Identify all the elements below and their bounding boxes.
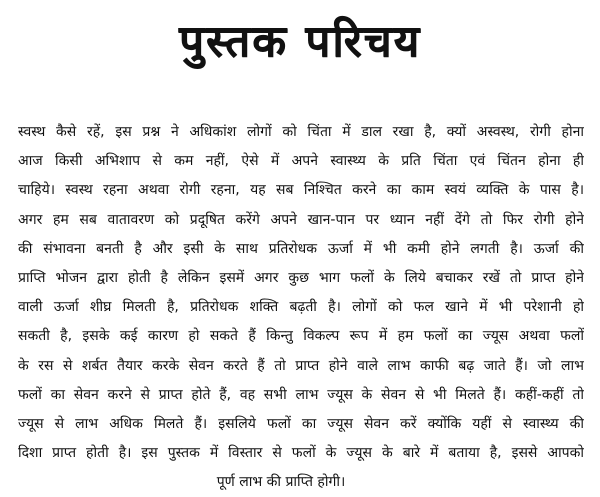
- paragraph-line: अगर हम सब वातावरण को प्रदूषित करेंगे अपने खान-पान पर ध्यान नहीं देंगे तो फिर रोगी होने: [18, 211, 584, 228]
- paragraph-line: आज किसी अभिशाप से कम नहीं, ऐसे में अपने स्वास्थ्य के प्रति चिंता एवं चिंतन होना ही: [18, 153, 584, 170]
- paragraph-line: स्वस्थ कैसे रहें, इस प्रश्न ने अधिकांश लोगों को चिंता में डाल रखा है, क्यों अस्वस्थ, रोगी होना: [18, 124, 584, 140]
- paragraph-line: दिशा प्राप्त होती है। इस पुस्तक में विस्तार से फलों के ज्यूस के बारे में बताया है, इससे आपको: [18, 445, 584, 462]
- paragraph-line: के रस से शर्बत तैयार करके सेवन करते हैं तो प्राप्त होने वाले लाभ काफी बढ़ जाते हैं। जो लाभ: [18, 357, 584, 374]
- paragraph-line: सकती है, इसके कई कारण हो सकते हैं किन्तु विकल्प रूप में हम फलों का ज्यूस अथवा फलों: [18, 328, 584, 345]
- paragraph-line: चाहिये। स्वस्थ रहना अथवा रोगी रहना, यह सब निश्चित करने का काम स्वयं व्यक्ति के पास है।: [18, 182, 584, 199]
- page-title: पुस्तक परिचय: [178, 16, 422, 67]
- paragraph-line: ज्यूस से लाभ अधिक मिलते हैं। इसलिये फलों का ज्यूस सेवन करें क्योंकि यहीं से स्वास्थ्य की: [18, 415, 584, 432]
- paragraph-line: की संभावना बनती है और इसी के साथ प्रतिरोधक ऊर्जा में भी कमी होने लगती है। ऊर्जा की: [18, 240, 584, 257]
- paragraph-line: प्राप्ति भोजन द्वारा होती है लेकिन इसमें अगर कुछ भाग फलों के लिये बचाकर रखें तो प्राप्त होने: [18, 269, 584, 286]
- paragraph-line: वाली ऊर्जा शीघ्र मिलती है, प्रतिरोधक शक्ति बढ़ती है। लोगों को फल खाने में भी परेशानी हो: [18, 299, 584, 316]
- paragraph-last-line: पूर्ण लाभ की प्राप्ति होगी।: [216, 474, 346, 491]
- body-paragraph: [18, 118, 584, 497]
- paragraph-line: फलों का सेवन करने से प्राप्त होते हैं, वह सभी लाभ ज्यूस के सेवन से भी मिलते हैं। कहीं-कहीं तो: [18, 386, 584, 403]
